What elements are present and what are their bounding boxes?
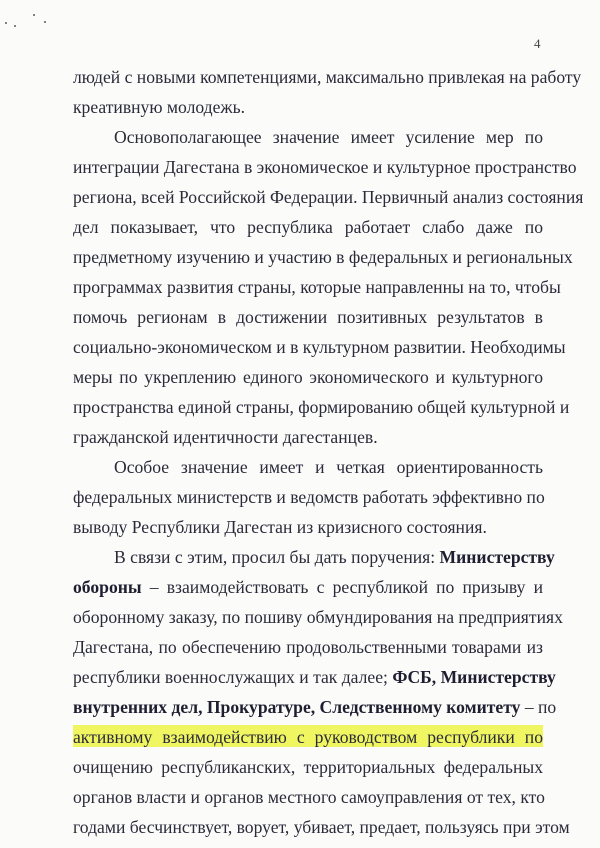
text-line: Дагестана, по обеспечению продовольственными товарами из [73, 637, 543, 657]
text-line: дел показывает, что республика работает слабо даже по [73, 217, 543, 237]
text-line: предметному изучению и участию в федеральных и региональных [73, 247, 573, 267]
text-line: гражданской идентичности дагестанцев. [73, 427, 378, 447]
text-run: по [514, 727, 543, 747]
text-line [73, 572, 543, 602]
text-line: интеграции Дагестана в экономическое и культурное пространство [73, 157, 577, 177]
text-line: социально-экономическом и в культурном развитии. Необходимы [73, 337, 566, 357]
text-line: помочь регионам в достижении позитивных результатов в [73, 307, 543, 327]
text-line [73, 662, 556, 692]
bold-text: Министерству [439, 547, 555, 567]
body-text [73, 62, 584, 842]
bold-text: обороны [73, 577, 142, 597]
text-line: креативную молодежь. [73, 97, 245, 117]
text-line: органов власти и органов местного самоуправления от тех, кто [73, 787, 545, 807]
bold-text: внутренних дел, Прокуратуре, Следственному комитету [73, 697, 521, 717]
scan-speck [33, 14, 35, 16]
text-line: программах развития страны, которые направленны на то, чтобы [73, 277, 561, 297]
highlighted-text: активному взаимодействию с руководством республики [73, 727, 515, 747]
text-run: В связи с этим, просил бы дать поручения: [114, 547, 440, 567]
scan-speck [44, 21, 46, 23]
text-line: меры по укреплению единого экономического и культурного [73, 367, 543, 387]
paragraph-start-line: Основополагающее значение имеет усиление мер по [114, 127, 543, 147]
scan-speck [5, 22, 7, 24]
text-line: выводу Республики Дагестан из кризисного состояния. [73, 517, 487, 537]
text-line: оборонному заказу, по пошиву обмундирования на предприятиях [73, 607, 563, 627]
text-line: федеральных министерств и ведомств работать эффективно по [73, 487, 545, 507]
text-run: – взаимодействовать с республикой по призыву и [141, 577, 543, 597]
paragraph-start-line: Особое значение имеет и четкая ориентированность [114, 457, 543, 477]
text-line: очищению республиканских, территориальных федеральных [73, 757, 543, 777]
text-run: республики военнослужащих и так далее; [73, 667, 393, 687]
scan-speck [14, 25, 16, 27]
bold-text: ФСБ, Министерству [392, 667, 556, 687]
highlighted-line [73, 722, 543, 752]
text-line [73, 692, 557, 722]
text-line: годами бесчинствует, ворует, убивает, предает, пользуясь при этом [73, 817, 570, 837]
text-line: региона, всей Российской Федерации. Первичный анализ состояния [73, 187, 584, 207]
paragraph-start-line [73, 542, 555, 572]
text-line: людей с новыми компетенциями, максимально привлекая на работу [73, 67, 582, 87]
text-run: – по [520, 697, 557, 717]
page-number: 4 [534, 36, 541, 51]
text-line: пространства единой страны, формированию общей культурной и [73, 397, 570, 417]
